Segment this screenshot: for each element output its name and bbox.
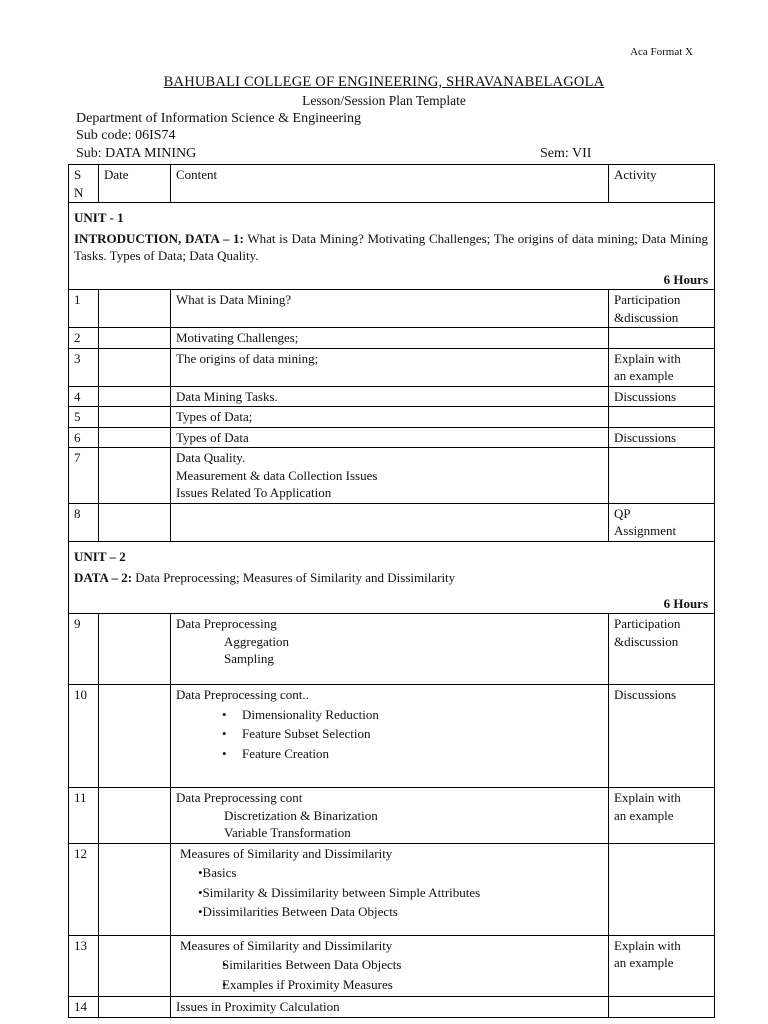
row-content	[171, 935, 609, 997]
table-row	[69, 503, 715, 541]
bullet-item: •Dissimilarities Between Data Objects	[198, 904, 398, 919]
row-sn: 12	[69, 843, 99, 935]
lesson-plan-table	[68, 164, 715, 1018]
row-activity	[609, 348, 715, 386]
row-activity: Discussions	[609, 427, 715, 448]
bullet-item: •Basics	[198, 865, 237, 880]
college-name: BAHUBALI COLLEGE OF ENGINEERING, SHRAVANABELAGOLA	[163, 74, 605, 90]
activity-line: Explain with	[614, 937, 681, 953]
row-content	[171, 448, 609, 504]
table-row	[69, 935, 715, 997]
header-content: Content	[171, 165, 609, 203]
row-sn: 3	[69, 348, 99, 386]
content-line: Measurement & data Collection Issues	[176, 467, 378, 483]
row-date	[99, 843, 171, 935]
format-label: Aca Format X	[630, 46, 693, 58]
content-line: Data Preprocessing cont..	[176, 687, 309, 702]
content-line: Measures of Similarity and Dissimilarity	[180, 937, 393, 953]
row-sn: 10	[69, 685, 99, 788]
activity-line: Participation	[614, 616, 681, 631]
row-activity	[609, 448, 715, 504]
row-date	[99, 448, 171, 504]
row-sn: 14	[69, 997, 99, 1018]
department: Department of Information Science & Engineering	[76, 111, 361, 126]
row-activity	[609, 997, 715, 1018]
row-content	[171, 614, 609, 685]
row-date	[99, 328, 171, 349]
subject: Sub: DATA MINING	[76, 146, 197, 161]
row-content	[171, 843, 609, 935]
row-sn: 7	[69, 448, 99, 504]
unit1-description	[74, 230, 708, 265]
content-subline: Sampling	[224, 651, 274, 666]
table-row	[69, 448, 715, 504]
bullet-item: • Examples if Proximity Measures	[176, 976, 602, 994]
row-activity	[609, 328, 715, 349]
activity-line: &discussion	[614, 309, 679, 325]
content-subline: Aggregation	[224, 633, 289, 649]
table-header-row	[69, 165, 715, 203]
row-content: The origins of data mining;	[171, 348, 609, 386]
unit1-label: UNIT - 1	[74, 210, 124, 225]
row-date	[99, 348, 171, 386]
row-activity	[609, 503, 715, 541]
row-sn: 5	[69, 407, 99, 428]
content-line: Data Quality.	[176, 450, 246, 465]
row-date	[99, 935, 171, 997]
row-sn: 6	[69, 427, 99, 448]
row-activity: Discussions	[609, 685, 715, 788]
row-date	[99, 685, 171, 788]
table-row	[69, 348, 715, 386]
row-sn: 4	[69, 386, 99, 407]
row-date	[99, 614, 171, 685]
activity-line: Participation	[614, 292, 681, 307]
unit1-title: INTRODUCTION, DATA – 1:	[74, 230, 244, 246]
row-content: Data Mining Tasks.	[171, 386, 609, 407]
bullet-item: •Similarity & Dissimilarity between Simple Attributes	[198, 884, 481, 900]
row-activity	[609, 935, 715, 997]
header-activity: Activity	[609, 165, 715, 203]
content-subline: Variable Transformation	[224, 825, 351, 840]
row-content: Types of Data	[171, 427, 609, 448]
activity-line: an example	[614, 368, 674, 383]
unit1-hours: 6 Hours	[663, 271, 708, 287]
template-title: Lesson/Session Plan Template	[302, 93, 466, 108]
activity-line: &discussion	[614, 633, 679, 649]
row-date	[99, 427, 171, 448]
activity-line: Assignment	[614, 523, 677, 538]
activity-line: Explain with	[614, 790, 681, 805]
row-date	[99, 407, 171, 428]
row-activity	[609, 788, 715, 844]
activity-line: QP	[614, 505, 631, 521]
table-row	[69, 290, 715, 328]
activity-line: Explain with	[614, 350, 681, 366]
table-row	[69, 328, 715, 349]
row-content: Motivating Challenges;	[171, 328, 609, 349]
row-activity: Discussions	[609, 386, 715, 407]
row-content	[171, 788, 609, 844]
row-date	[99, 503, 171, 541]
unit2-description	[74, 569, 708, 587]
content-line: Data Preprocessing cont	[176, 790, 303, 805]
row-sn: 1	[69, 290, 99, 328]
bullet-item: • Feature Creation	[176, 745, 602, 763]
bullet-item: • Similarities Between Data Objects	[176, 956, 602, 974]
unit-row	[69, 541, 715, 614]
row-content	[171, 685, 609, 788]
table-row	[69, 788, 715, 844]
table-row	[69, 407, 715, 428]
table-row	[69, 614, 715, 685]
row-activity	[609, 407, 715, 428]
row-sn: 2	[69, 328, 99, 349]
bullet-item: • Dimensionality Reduction	[176, 706, 602, 724]
table-row	[69, 997, 715, 1018]
row-sn: 8	[69, 503, 99, 541]
bullet-item: • Feature Subset Selection	[176, 725, 602, 743]
activity-line: an example	[614, 807, 674, 823]
unit2-hours: 6 Hours	[663, 595, 708, 611]
row-content: Types of Data;	[171, 407, 609, 428]
row-sn: 11	[69, 788, 99, 844]
table-row	[69, 685, 715, 788]
semester: Sem: VII	[540, 146, 592, 161]
row-content: What is Data Mining?	[171, 290, 609, 328]
content-subline: Discretization & Binarization	[224, 807, 378, 823]
row-date	[99, 997, 171, 1018]
content-line: Issues Related To Application	[176, 485, 332, 500]
table-row	[69, 843, 715, 935]
row-date	[99, 290, 171, 328]
content-line: Measures of Similarity and Dissimilarity	[180, 845, 393, 861]
row-date	[99, 788, 171, 844]
table-row	[69, 427, 715, 448]
unit-row	[69, 203, 715, 290]
unit1-desc: What is Data Mining? Motivating Challenges; The origins of data mining; Data Mining Tasks. Types of Data; Data Quality.	[74, 230, 709, 263]
content-line: Data Preprocessing	[176, 616, 277, 631]
row-sn: 13	[69, 935, 99, 997]
row-activity	[609, 614, 715, 685]
activity-line: an example	[614, 955, 674, 970]
unit2-label: UNIT – 2	[74, 548, 126, 564]
sub-code: Sub code: 06IS74	[76, 128, 176, 143]
row-activity	[609, 843, 715, 935]
row-content	[171, 503, 609, 541]
header-date: Date	[99, 165, 171, 203]
table-row	[69, 386, 715, 407]
row-activity	[609, 290, 715, 328]
row-sn: 9	[69, 614, 99, 685]
unit2-title: DATA – 2:	[74, 570, 133, 585]
header-sn: S N	[69, 165, 99, 203]
row-date	[99, 386, 171, 407]
row-content: Issues in Proximity Calculation	[171, 997, 609, 1018]
unit2-desc: Data Preprocessing; Measures of Similarity and Dissimilarity	[132, 570, 456, 585]
